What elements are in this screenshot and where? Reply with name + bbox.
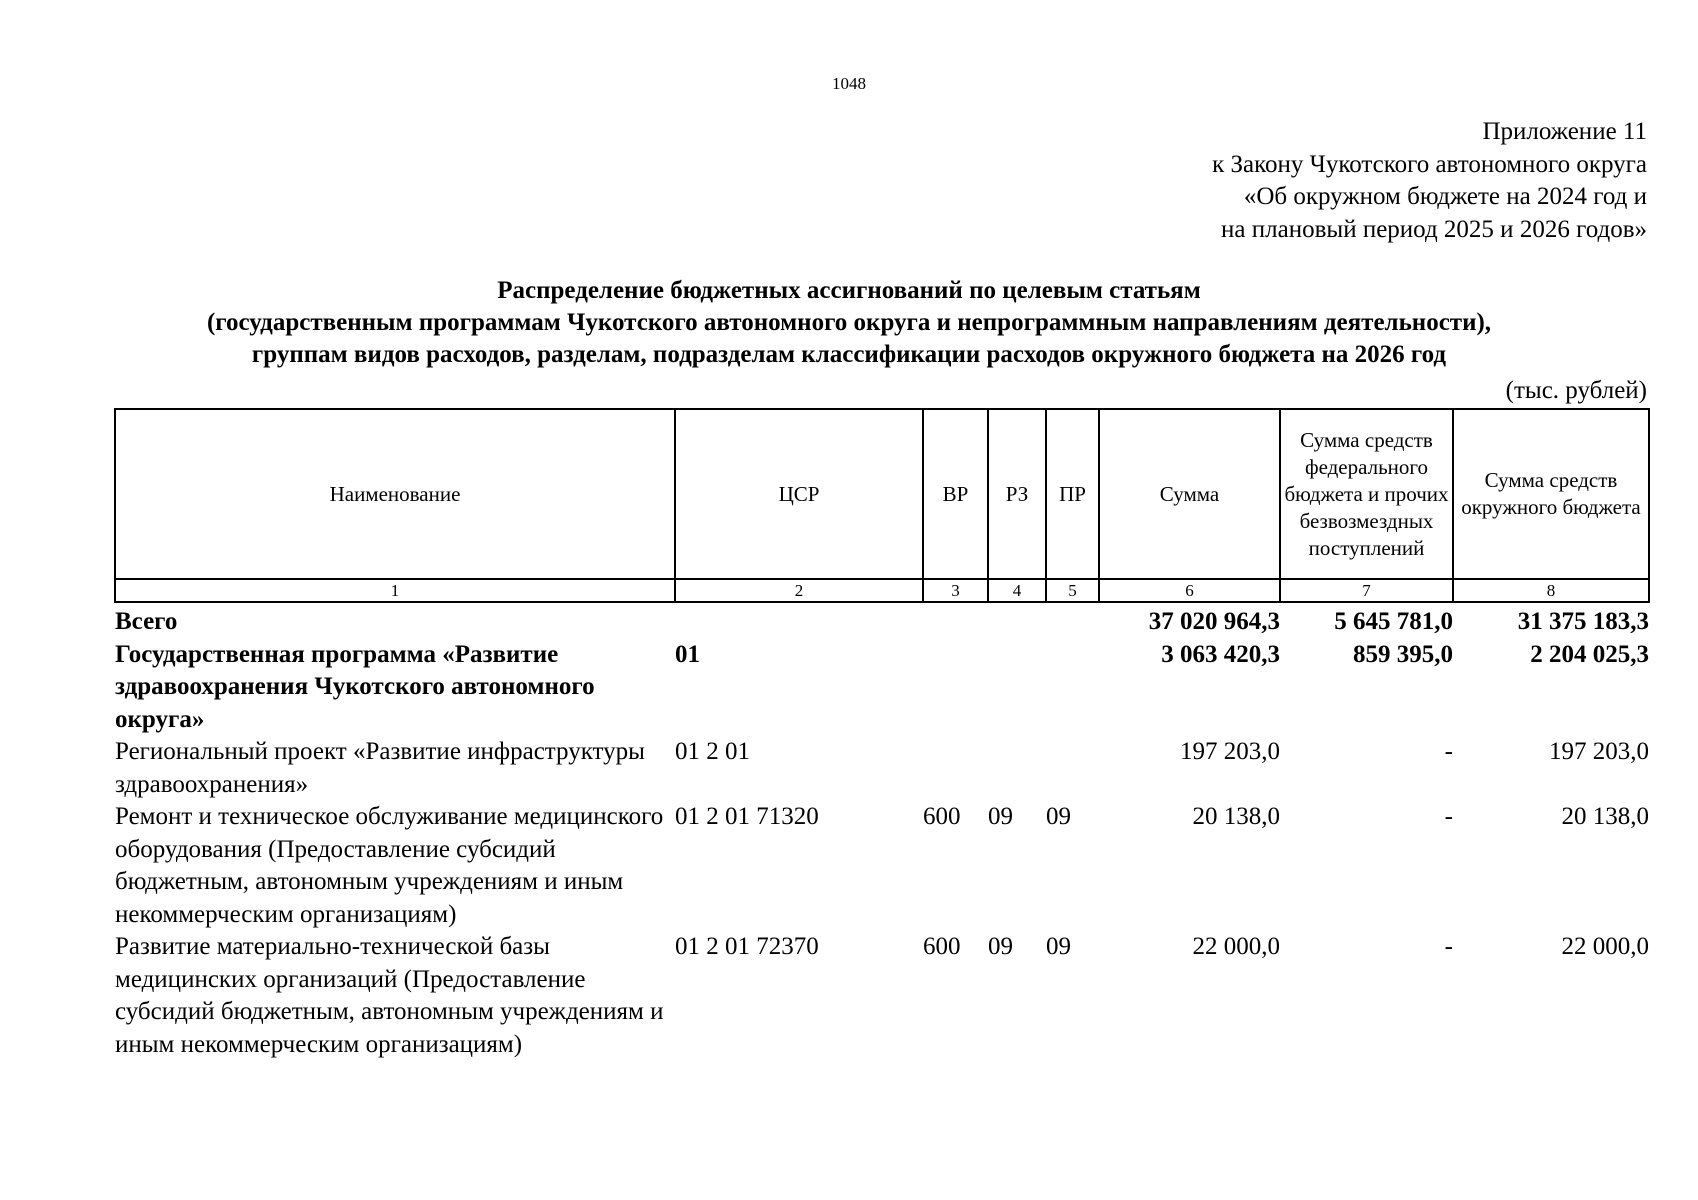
table-row <box>115 736 1649 801</box>
cell-rz <box>988 736 1046 801</box>
column-number: 8 <box>1453 579 1649 602</box>
cell-federal: - <box>1444 803 1453 830</box>
header-name: Наименование <box>115 409 675 579</box>
units-label: (тыс. рублей) <box>1505 377 1647 404</box>
title-line: Распределение бюджетных ассигнований по целевым статьям <box>497 277 1201 304</box>
column-number: 1 <box>115 579 675 602</box>
cell-pr <box>1046 736 1099 801</box>
cell-rz: 09 <box>988 803 1013 830</box>
cell-sum: 3 063 420,3 <box>1161 640 1280 668</box>
cell-pr: 09 <box>1046 803 1071 830</box>
column-number: 7 <box>1280 579 1453 602</box>
cell-rz: 09 <box>988 933 1013 960</box>
cell-district: 31 375 183,3 <box>1517 608 1649 635</box>
column-number: 3 <box>923 579 988 602</box>
cell-federal: - <box>1444 738 1453 765</box>
cell-csr: 01 2 01 <box>675 738 750 765</box>
header-pr: ПР <box>1046 409 1099 579</box>
cell-csr <box>675 602 923 639</box>
table-row <box>115 931 1649 1061</box>
cell-federal: - <box>1444 933 1453 960</box>
cell-csr: 01 2 01 72370 <box>675 933 819 960</box>
appendix-line: на плановый период 2025 и 2026 годов» <box>1221 215 1647 243</box>
cell-federal: 859 395,0 <box>1353 640 1453 668</box>
appendix-line: к Закону Чукотского автономного округа <box>1212 150 1647 178</box>
title-line: группам видов расходов, разделам, подразделам классификации расходов окружного бюджета на 2026 год <box>251 341 1447 368</box>
header-rz: РЗ <box>988 409 1046 579</box>
table-row-total <box>115 602 1649 639</box>
header-csr: ЦСР <box>675 409 923 579</box>
cell-federal: 5 645 781,0 <box>1334 608 1453 635</box>
column-number: 5 <box>1046 579 1099 602</box>
document-title <box>0 275 1698 371</box>
cell-sum: 197 203,0 <box>1180 738 1280 765</box>
column-number-row <box>115 579 1649 602</box>
header-sum: Сумма <box>1099 409 1280 579</box>
column-number: 2 <box>675 579 923 602</box>
cell-name: Региональный проект «Развитие инфраструктуры здравоохранения» <box>115 738 645 798</box>
cell-vr <box>923 602 988 639</box>
cell-vr <box>923 736 988 801</box>
cell-sum: 37 020 964,3 <box>1148 608 1280 635</box>
cell-pr <box>1046 639 1099 737</box>
budget-table <box>114 408 1650 1061</box>
table-row <box>115 801 1649 931</box>
header-federal: Сумма средств федерального бюджета и прочих безвозмездных поступлений <box>1280 409 1453 579</box>
appendix-reference <box>1212 116 1647 246</box>
table-header-row <box>115 409 1649 579</box>
column-number: 4 <box>988 579 1046 602</box>
cell-sum: 22 000,0 <box>1192 933 1280 960</box>
cell-name: Ремонт и техническое обслуживание медицинского оборудования (Предоставление субсидий бюджетным, автономным учреждениям и иным некоммерческим организациям) <box>115 803 664 928</box>
header-district: Сумма средств окружного бюджета <box>1453 409 1649 579</box>
title-line: (государственным программам Чукотского автономного округа и непрограммным направлениям деятельности), <box>206 309 1492 336</box>
cell-rz <box>988 602 1046 639</box>
cell-vr <box>923 639 988 737</box>
cell-district: 197 203,0 <box>1549 738 1649 765</box>
cell-vr: 600 <box>923 933 961 960</box>
cell-vr: 600 <box>923 803 961 830</box>
cell-pr: 09 <box>1046 933 1071 960</box>
cell-csr: 01 2 01 71320 <box>675 803 819 830</box>
cell-district: 2 204 025,3 <box>1530 640 1649 668</box>
cell-sum: 20 138,0 <box>1192 803 1280 830</box>
cell-district: 22 000,0 <box>1561 933 1649 960</box>
cell-district: 20 138,0 <box>1561 803 1649 830</box>
column-number: 6 <box>1099 579 1280 602</box>
table-row <box>115 639 1649 737</box>
cell-name: Развитие материально-технической базы медицинских организаций (Предоставление субсидий бюджетным, автономным учреждениям и иным некоммерческим организациям) <box>115 933 664 1058</box>
cell-pr <box>1046 602 1099 639</box>
cell-rz <box>988 639 1046 737</box>
cell-name: Государственная программа «Развитие здравоохранения Чукотского автономного округа» <box>115 640 595 733</box>
header-vr: ВР <box>923 409 988 579</box>
cell-name: Всего <box>115 608 178 635</box>
cell-csr: 01 <box>675 640 700 668</box>
page-number: 1048 <box>832 74 866 93</box>
appendix-line: Приложение 11 <box>1482 118 1647 145</box>
appendix-line: «Об окружном бюджете на 2024 год и <box>1243 183 1647 210</box>
